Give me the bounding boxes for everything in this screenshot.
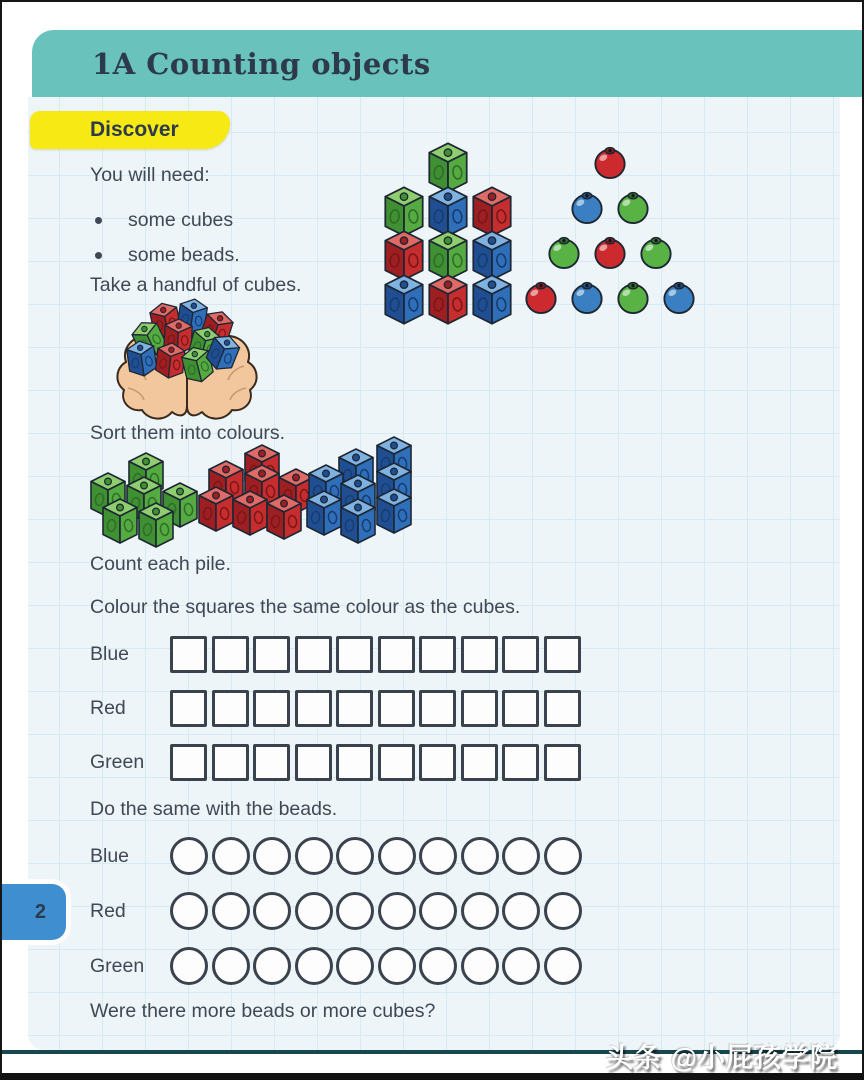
- circle-cell[interactable]: [419, 837, 457, 875]
- bead-pyramid-row: [518, 234, 702, 275]
- cube-icon-blue: [338, 498, 378, 549]
- circle-cell[interactable]: [461, 947, 499, 985]
- square-cell[interactable]: [419, 690, 456, 727]
- cube-icon-blue: [374, 488, 414, 539]
- materials-list-item: [93, 203, 240, 238]
- square-cell[interactable]: [461, 744, 498, 781]
- circle-cell[interactable]: [295, 947, 333, 985]
- circle-cell[interactable]: [336, 837, 374, 875]
- page-number-tab: [0, 884, 66, 940]
- bead-icon-red: [524, 279, 558, 320]
- squares-grid: [90, 636, 581, 798]
- square-cell[interactable]: [502, 636, 539, 673]
- row-cells: [170, 690, 581, 727]
- square-cell[interactable]: [419, 636, 456, 673]
- left-edge-line: [0, 0, 2, 1080]
- take-handful-text: Take a handful of cubes.: [90, 274, 302, 296]
- circle-cell[interactable]: [378, 947, 416, 985]
- circle-cell[interactable]: [419, 892, 457, 930]
- bottom-black-bar: [0, 1073, 864, 1080]
- watermark: 头条 @小屁孩学院: [606, 1043, 838, 1073]
- cube-icon-green: [100, 498, 140, 549]
- row-label-red: Red: [90, 899, 126, 922]
- cube-icon-blue: [470, 274, 514, 330]
- bead-icon-green: [616, 189, 650, 230]
- bead-pyramid-row: [518, 144, 702, 185]
- circle-cell[interactable]: [544, 892, 582, 930]
- square-cell[interactable]: [378, 690, 415, 727]
- discover-badge: [30, 111, 230, 149]
- bead-icon-blue: [662, 279, 696, 320]
- circles-row-blue: [90, 837, 582, 875]
- page-title: 1A Counting objects: [92, 46, 431, 81]
- square-cell[interactable]: [502, 744, 539, 781]
- square-cell[interactable]: [212, 744, 249, 781]
- cube-icon-green: [136, 502, 176, 553]
- materials-list-item: [93, 238, 240, 273]
- row-label-blue: Blue: [90, 844, 130, 867]
- square-cell[interactable]: [295, 744, 332, 781]
- square-cell[interactable]: [419, 744, 456, 781]
- circle-cell[interactable]: [212, 892, 250, 930]
- bead-icon-blue: [570, 279, 604, 320]
- bead-icon-blue: [570, 189, 604, 230]
- circle-cell[interactable]: [544, 837, 582, 875]
- square-cell[interactable]: [378, 744, 415, 781]
- square-cell[interactable]: [212, 636, 249, 673]
- square-cell[interactable]: [336, 690, 373, 727]
- question-text: Were there more beads or more cubes?: [90, 1000, 436, 1022]
- square-cell[interactable]: [544, 636, 581, 673]
- page-number: 2: [34, 900, 46, 923]
- row-cells: [170, 947, 582, 985]
- sort-text: Sort them into colours.: [90, 422, 286, 444]
- circle-cell[interactable]: [502, 947, 540, 985]
- cube-pile-blue: [300, 436, 420, 548]
- circles-grid: [90, 837, 582, 1002]
- circle-cell[interactable]: [295, 837, 333, 875]
- bead-pyramid: [518, 144, 702, 320]
- square-cell[interactable]: [544, 744, 581, 781]
- circle-cell[interactable]: [170, 947, 208, 985]
- bead-icon-green: [616, 279, 650, 320]
- circle-cell[interactable]: [419, 947, 457, 985]
- bead-pyramid-row: [518, 279, 702, 320]
- header-bar: [32, 30, 864, 97]
- bead-pyramid-row: [518, 189, 702, 230]
- row-label-red: Red: [90, 697, 126, 719]
- square-cell[interactable]: [253, 690, 290, 727]
- square-cell[interactable]: [170, 690, 207, 727]
- circle-cell[interactable]: [336, 947, 374, 985]
- circle-cell[interactable]: [502, 892, 540, 930]
- square-cell[interactable]: [170, 636, 207, 673]
- square-cell[interactable]: [212, 690, 249, 727]
- square-cell[interactable]: [295, 690, 332, 727]
- circle-cell[interactable]: [253, 892, 291, 930]
- cube-icon-red: [264, 494, 304, 545]
- row-cells: [170, 636, 581, 673]
- squares-row-red: [90, 690, 581, 727]
- bead-icon-green: [547, 234, 581, 275]
- square-cell[interactable]: [253, 744, 290, 781]
- circle-cell[interactable]: [212, 947, 250, 985]
- bullet-dot-icon: [95, 217, 102, 224]
- square-cell[interactable]: [461, 690, 498, 727]
- square-cell[interactable]: [502, 690, 539, 727]
- materials-list-label: some beads.: [128, 244, 240, 266]
- circle-cell[interactable]: [378, 892, 416, 930]
- cube-pyramid: [378, 142, 518, 330]
- cube-pyramid-row: [378, 274, 518, 330]
- square-cell[interactable]: [336, 636, 373, 673]
- discover-label: Discover: [90, 118, 179, 141]
- row-cells: [170, 837, 582, 875]
- square-cell[interactable]: [461, 636, 498, 673]
- circle-cell[interactable]: [502, 837, 540, 875]
- circle-cell[interactable]: [170, 837, 208, 875]
- bullet-dot-icon: [95, 252, 102, 259]
- top-edge-line: [0, 0, 864, 2]
- circle-cell[interactable]: [378, 837, 416, 875]
- circle-cell[interactable]: [461, 892, 499, 930]
- cube-icon-blue: [382, 274, 426, 330]
- circle-cell[interactable]: [253, 947, 291, 985]
- row-label-blue: Blue: [90, 643, 130, 665]
- materials-list-label: some cubes: [128, 209, 234, 231]
- cube-pile-red: [196, 444, 316, 544]
- cube-icon-red: [426, 274, 470, 330]
- squares-row-green: [90, 744, 581, 781]
- square-cell[interactable]: [170, 744, 207, 781]
- circle-cell[interactable]: [336, 892, 374, 930]
- row-label-green: Green: [90, 751, 145, 773]
- square-cell[interactable]: [253, 636, 290, 673]
- bead-icon-green: [639, 234, 673, 275]
- circle-cell[interactable]: [461, 837, 499, 875]
- hands-cubes-illustration: [110, 298, 264, 432]
- square-cell[interactable]: [336, 744, 373, 781]
- row-cells: [170, 892, 582, 930]
- beads-instruction: Do the same with the beads.: [90, 798, 338, 820]
- squares-row-blue: [90, 636, 581, 673]
- square-cell[interactable]: [378, 636, 415, 673]
- bead-icon-red: [593, 234, 627, 275]
- square-cell[interactable]: [544, 690, 581, 727]
- cube-pile-green: [82, 452, 202, 552]
- count-text: Count each pile.: [90, 553, 231, 575]
- circles-row-green: [90, 947, 582, 985]
- row-cells: [170, 744, 581, 781]
- you-will-need-text: You will need:: [90, 164, 210, 186]
- circle-cell[interactable]: [212, 837, 250, 875]
- circle-cell[interactable]: [295, 892, 333, 930]
- circles-row-red: [90, 892, 582, 930]
- squares-instruction: Colour the squares the same colour as the cubes.: [90, 596, 521, 618]
- row-label-green: Green: [90, 954, 145, 977]
- circle-cell[interactable]: [170, 892, 208, 930]
- square-cell[interactable]: [295, 636, 332, 673]
- bead-icon-red: [593, 144, 627, 185]
- circle-cell[interactable]: [253, 837, 291, 875]
- circle-cell[interactable]: [544, 947, 582, 985]
- materials-list: [93, 203, 240, 273]
